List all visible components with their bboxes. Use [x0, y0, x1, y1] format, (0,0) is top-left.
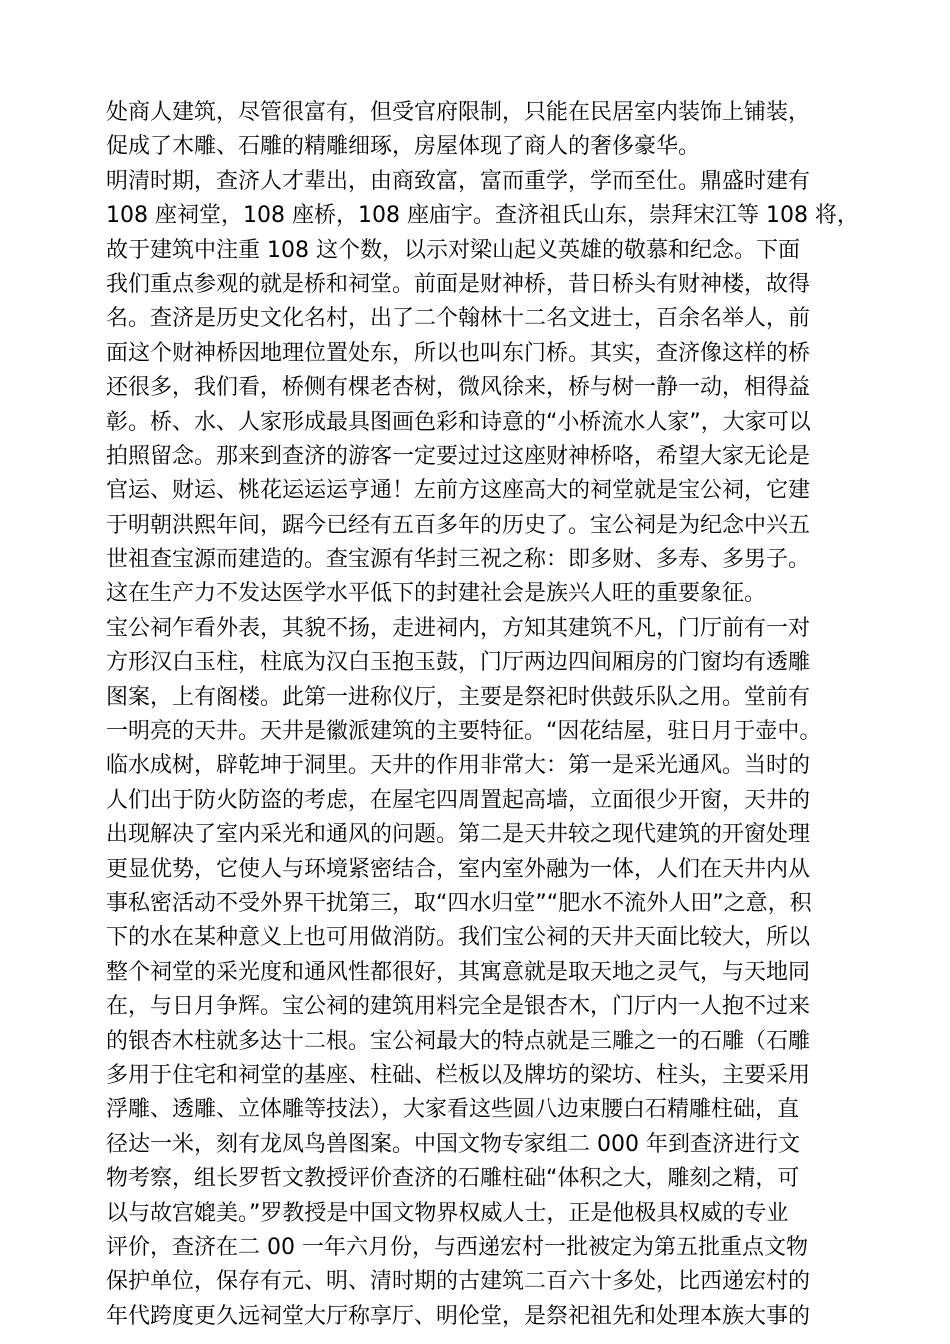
- text-line: 临水成树，辟乾坤于洞里。天井的作用非常大：第一是采光通风。当时的: [106, 753, 811, 779]
- text-line: 在，与日月争辉。宝公祠的建筑用料完全是银杏木，门厅内一人抱不过来: [106, 994, 811, 1020]
- text-line: 年代跨度更久远祠堂大厅称享厅、明伦堂，是祭祀祖先和处理本族大事的: [106, 1303, 811, 1329]
- text-line: 的银杏木柱就多达十二根。宝公祠最大的特点就是三雕之一的石雕（石雕: [106, 1028, 811, 1054]
- text-line: 面这个财神桥因地理位置处东，所以也叫东门桥。其实，查济像这样的桥: [106, 340, 811, 366]
- text-line: 宝公祠乍看外表，其貌不扬，走进祠内，方知其建筑不凡，门厅前有一对: [106, 615, 811, 641]
- text-line: 评价，查济在二 00 一年六月份，与西递宏村一批被定为第五批重点文物: [106, 1234, 808, 1260]
- text-line: 明清时期，查济人才辈出，由商致富，富而重学，学而至仕。鼎盛时建有: [106, 168, 811, 194]
- text-line: 方形汉白玉柱，柱底为汉白玉抱玉鼓，门厅两边四间厢房的门窗均有透雕: [106, 650, 811, 676]
- text-line: 一明亮的天井。天井是徽派建筑的主要特征。“因花结屋，驻日月于壶中。: [106, 719, 822, 745]
- text-line: 下的水在某种意义上也可用做消防。我们宝公祠的天井天面比较大，所以: [106, 925, 811, 951]
- text-line: 物考察，组长罗哲文教授评价查济的石雕柱础“体积之大，雕刻之精，可: [106, 1166, 800, 1192]
- text-line: 整个祠堂的采光度和通风性都很好，其寓意就是取天地之灵气，与天地同: [106, 959, 811, 985]
- body-text: [106, 96, 859, 1334]
- text-line: 图案，上有阁楼。此第一进称仪厅，主要是祭祀时供鼓乐队之用。堂前有: [106, 684, 811, 710]
- text-line: 名。查济是历史文化名村，出了二个翰林十二名文进士，百余名举人，前: [106, 306, 811, 332]
- text-line: 拍照留念。那来到查济的游客一定要过过这座财神桥咯，希望大家无论是: [106, 443, 811, 469]
- text-line: 还很多，我们看，桥侧有棵老杏树，微风徐来，桥与树一静一动，相得益: [106, 375, 811, 401]
- text-line: 人们出于防火防盗的考虑，在屋宅四周置起高墙，立面很少开窗，天井的: [106, 787, 811, 813]
- text-line: 更显优势，它使人与环境紧密结合，室内室外融为一体，人们在天井内从: [106, 856, 811, 882]
- text-line: 处商人建筑，尽管很富有，但受官府限制，只能在民居室内装饰上铺装，: [106, 100, 811, 125]
- text-line: 促成了木雕、石雕的精雕细琢，房屋体现了商人的奢侈豪华。: [106, 134, 701, 160]
- text-line: 以与故宫媲美。”罗教授是中国文物界权威人士，正是他极具权威的专业: [106, 1200, 789, 1226]
- text-line: 官运、财运、桃花运运运亨通！左前方这座高大的祠堂就是宝公祠，它建: [106, 478, 811, 504]
- text-line: 故于建筑中注重 108 这个数，以示对梁山起义英雄的敬慕和纪念。下面: [106, 237, 800, 263]
- text-line: 这在生产力不发达医学水平低下的封建社会是族兴人旺的重要象征。: [106, 581, 767, 607]
- text-line: 彰。桥、水、人家形成最具图画色彩和诗意的“小桥流水人家”，大家可以: [106, 409, 811, 435]
- text-line: 多用于住宅和祠堂的基座、柱础、栏板以及牌坊的梁坊、柱头，主要采用: [106, 1062, 811, 1088]
- text-line: 浮雕、透雕、立体雕等技法），大家看这些圆八边束腰白石精雕柱础，直: [106, 1097, 800, 1123]
- text-line: 出现解决了室内采光和通风的问题。第二是天井较之现代建筑的开窗处理: [106, 822, 811, 848]
- text-line: 事私密活动不受外界干扰第三，取“四水归堂”“肥水不流外人田”之意，积: [106, 890, 812, 916]
- text-line: 我们重点参观的就是桥和祠堂。前面是财神桥，昔日桥头有财神楼，故得: [106, 271, 811, 297]
- text-line: 径达一米，刻有龙凤鸟兽图案。中国文物专家组二 000 年到查济进行文: [106, 1131, 800, 1157]
- text-line: 保护单位，保存有元、明、清时期的古建筑二百六十多处，比西递宏村的: [106, 1269, 811, 1295]
- text-line: 世祖查宝源而建造的。查宝源有华封三祝之称：即多财、多寿、多男子。: [106, 547, 811, 573]
- text-line: 108 座祠堂，108 座桥，108 座庙宇。查济祖氏山东，崇拜宋江等 108 将，: [106, 203, 859, 229]
- text-line: 于明朝洪熙年间，踞今已经有五百多年的历史了。宝公祠是为纪念中兴五: [106, 512, 811, 538]
